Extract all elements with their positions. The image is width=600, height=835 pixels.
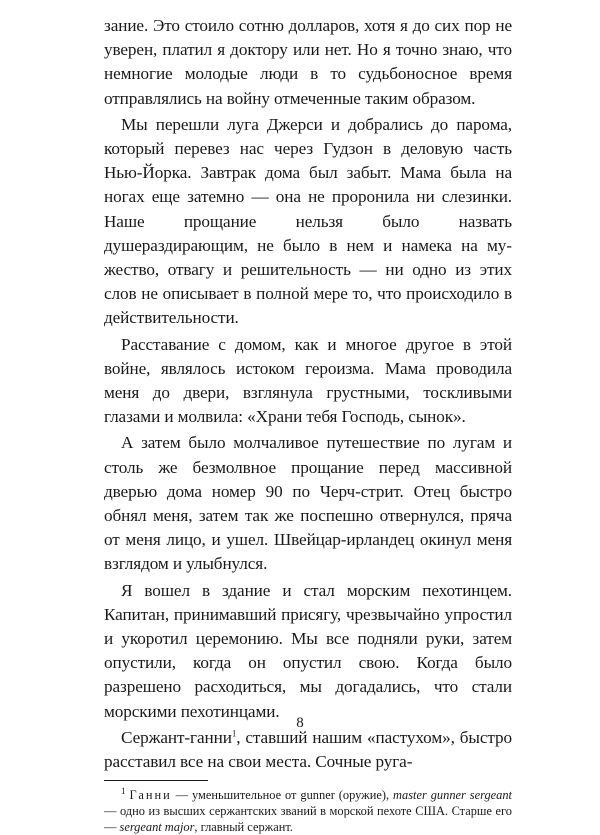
footnote bbox=[104, 787, 512, 835]
paragraph-4: А затем было молчаливое путешествие по лугам и столь же безмолвное прощание перед массивной дверью дома номер 90 по Черч-стрит. Отец быстро обнял меня, затем так же поспешно отвернулся, пряча от меня лицо, и ушел. Швейцар-ирландец окинул меня взглядом и улыбнулся. bbox=[104, 433, 512, 574]
page-number: 8 bbox=[296, 715, 304, 731]
book-page bbox=[104, 14, 512, 835]
paragraph-3: Расставание с домом, как и многое другое в этой войне, являлось истоком героизма. Мама проводила меня до двери, взглянула грустными, тоскливыми глазами и молвила: «Храни тебя Господь, сынок». bbox=[104, 334, 512, 427]
paragraph-2: Мы перешли луга Джерси и добрались до парома, который перевез нас через Гудзон в деловую часть Нью-Йорка. Завтрак дома был забыт. Мама была на ногах еще затемно — она не проронила ни слезинки. Наше прощание нельзя было назвать душераздирающим, не было в нем и намека на мужество, отвагу и решительность — ни одно из этих слов не описывает в полной мере то, что происходило в действительности. bbox=[104, 114, 512, 328]
footnote-term: Ганни bbox=[129, 788, 172, 803]
footnote-reference: 1 bbox=[231, 728, 237, 739]
footnote-text-1: — уменьшительное от gunner (оружие), bbox=[171, 788, 394, 803]
footnote-marker: 1 bbox=[121, 786, 126, 797]
paragraph-6-end: , ставший нашим «пастухом», быстро расставил все на свои места. Сочные руга- bbox=[104, 727, 512, 772]
footnote-text-3: , главный сержант. bbox=[194, 820, 293, 835]
footnote-divider bbox=[104, 780, 208, 781]
paragraph-6-start: Сержант-ганни bbox=[121, 727, 232, 747]
footnote-emphasis-1: master gunner sergeant bbox=[393, 788, 512, 803]
footnote-text-2: — одно из высших сержантских званий в морской пехоте США. Старше его — bbox=[104, 804, 512, 835]
footnote-emphasis-2: sergeant major bbox=[119, 820, 195, 835]
paragraph-6 bbox=[104, 726, 512, 774]
paragraph-5: Я вошел в здание и стал морским пехотинцем. Капитан, принимавший присягу, чрезвычайно упростил и укоротил церемонию. Мы все подняли руки, затем опустили, когда он опустил свою. Когда было разрешено расходиться, мы догадались, что стали морскими пехотинцами. bbox=[104, 580, 512, 721]
paragraph-1: зание. Это стоило сотню долларов, хотя я до сих пор не уверен, платил я доктору или нет. Но я точно знаю, что немногие молодые люди в то судьбоносное время отправлялись на войну отмеченные таким образом. bbox=[104, 16, 512, 108]
